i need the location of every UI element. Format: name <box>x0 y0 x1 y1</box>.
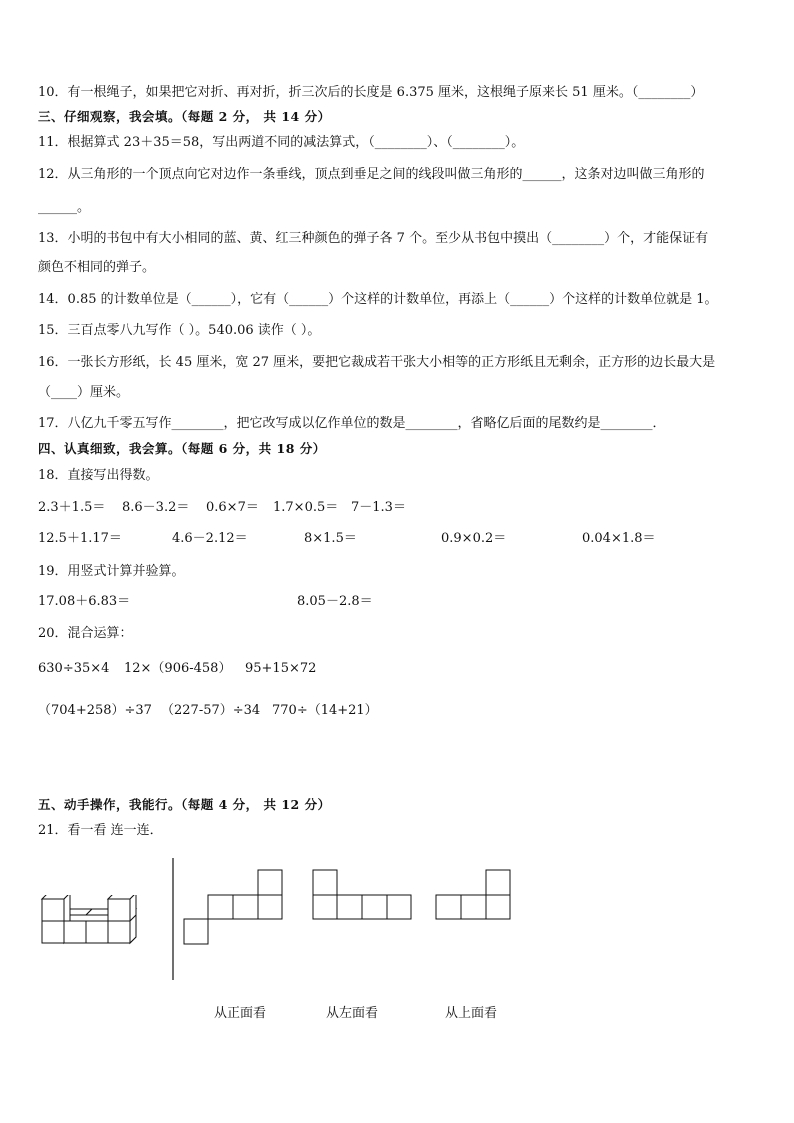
question-15: 15．三百点零八九写作（ ）。540.06 读作（ ）。 <box>38 323 321 338</box>
q20-item: （227-57）÷34 <box>161 703 261 718</box>
q18-item: 0.04×1.8＝ <box>582 531 656 546</box>
question-13-line2: 颜色不相同的弹子。 <box>38 260 156 275</box>
question-17: 17．八亿九千零五写作________，把它改写成以亿作单位的数是________，省略亿后面的尾数约是________． <box>38 416 666 431</box>
vertical-divider <box>171 858 175 980</box>
question-18: 18．直接写出得数。 <box>38 468 159 483</box>
question-16-line1: 16．一张长方形纸，长 45 厘米，宽 27 厘米，要把它裁成若干张大小相等的正方形纸且无剩余，正方形的边长最大是 <box>38 355 716 370</box>
q19-item: 17.08＋6.83＝ <box>38 594 131 609</box>
q18-item: 0.6×7＝ <box>206 500 259 515</box>
question-14: 14．0.85 的计数单位是（______），它有（______）个这样的计数单位，再添上（______）个这样的计数单位就是 1。 <box>38 292 718 307</box>
question-21: 21．看一看 连一连． <box>38 823 163 838</box>
q18-item: 12.5＋1.17＝ <box>38 531 122 546</box>
q20-item: 12×（906-458） <box>124 661 232 676</box>
section-3-heading: 三、仔细观察，我会填。（每题 2 分， 共 14 分） <box>38 109 331 124</box>
q18-item: 8.6－3.2＝ <box>122 500 190 515</box>
view-label-left: 从左面看 <box>326 1006 379 1021</box>
q18-item: 1.7×0.5＝ <box>273 500 339 515</box>
view-label-top: 从上面看 <box>445 1006 498 1021</box>
q20-item: 95+15×72 <box>245 661 317 676</box>
view-label-front: 从正面看 <box>214 1006 267 1021</box>
question-12-line1: 12．从三角形的一个顶点向它对边作一条垂线，顶点到垂足之间的线段叫做三角形的______，这条对边叫做三角形的 <box>38 167 705 182</box>
section-4-heading: 四、认真细致，我会算。（每题 6 分，共 18 分） <box>38 441 326 456</box>
q20-item: 770÷（14+21） <box>272 703 378 718</box>
view-grid-2 <box>312 869 414 923</box>
question-10: 10．有一根绳子，如果把它对折、再对折，折三次后的长度是 6.375 厘米，这根绳子原来长 51 厘米。（________） <box>38 85 704 100</box>
q19-item: 8.05－2.8＝ <box>297 594 373 609</box>
view-grid-1 <box>183 869 285 947</box>
view-grid-3 <box>435 869 515 923</box>
q20-item: 630÷35×4 <box>38 661 110 676</box>
question-12-line2: ______。 <box>38 200 91 215</box>
q20-item: （704+258）÷37 <box>38 703 152 718</box>
q18-item: 7－1.3＝ <box>351 500 406 515</box>
section-5-heading: 五、动手操作，我能行。（每题 4 分， 共 12 分） <box>38 797 331 812</box>
q18-item: 4.6－2.12＝ <box>172 531 248 546</box>
q18-item: 2.3＋1.5＝ <box>38 500 106 515</box>
cube-solid-figure <box>38 895 158 945</box>
question-16-line2: （____）厘米。 <box>38 385 130 400</box>
q18-item: 0.9×0.2＝ <box>441 531 507 546</box>
question-19: 19．用竖式计算并验算。 <box>38 564 185 579</box>
question-13-line1: 13．小明的书包中有大小相同的蓝、黄、红三种颜色的弹子各 7 个。至少从书包中摸出（________）个，才能保证有 <box>38 231 709 246</box>
q18-item: 8×1.5＝ <box>304 531 357 546</box>
question-20: 20．混合运算： <box>38 626 133 641</box>
question-11: 11．根据算式 23＋35＝58，写出两道不同的减法算式，（________）、（________）。 <box>38 135 525 150</box>
